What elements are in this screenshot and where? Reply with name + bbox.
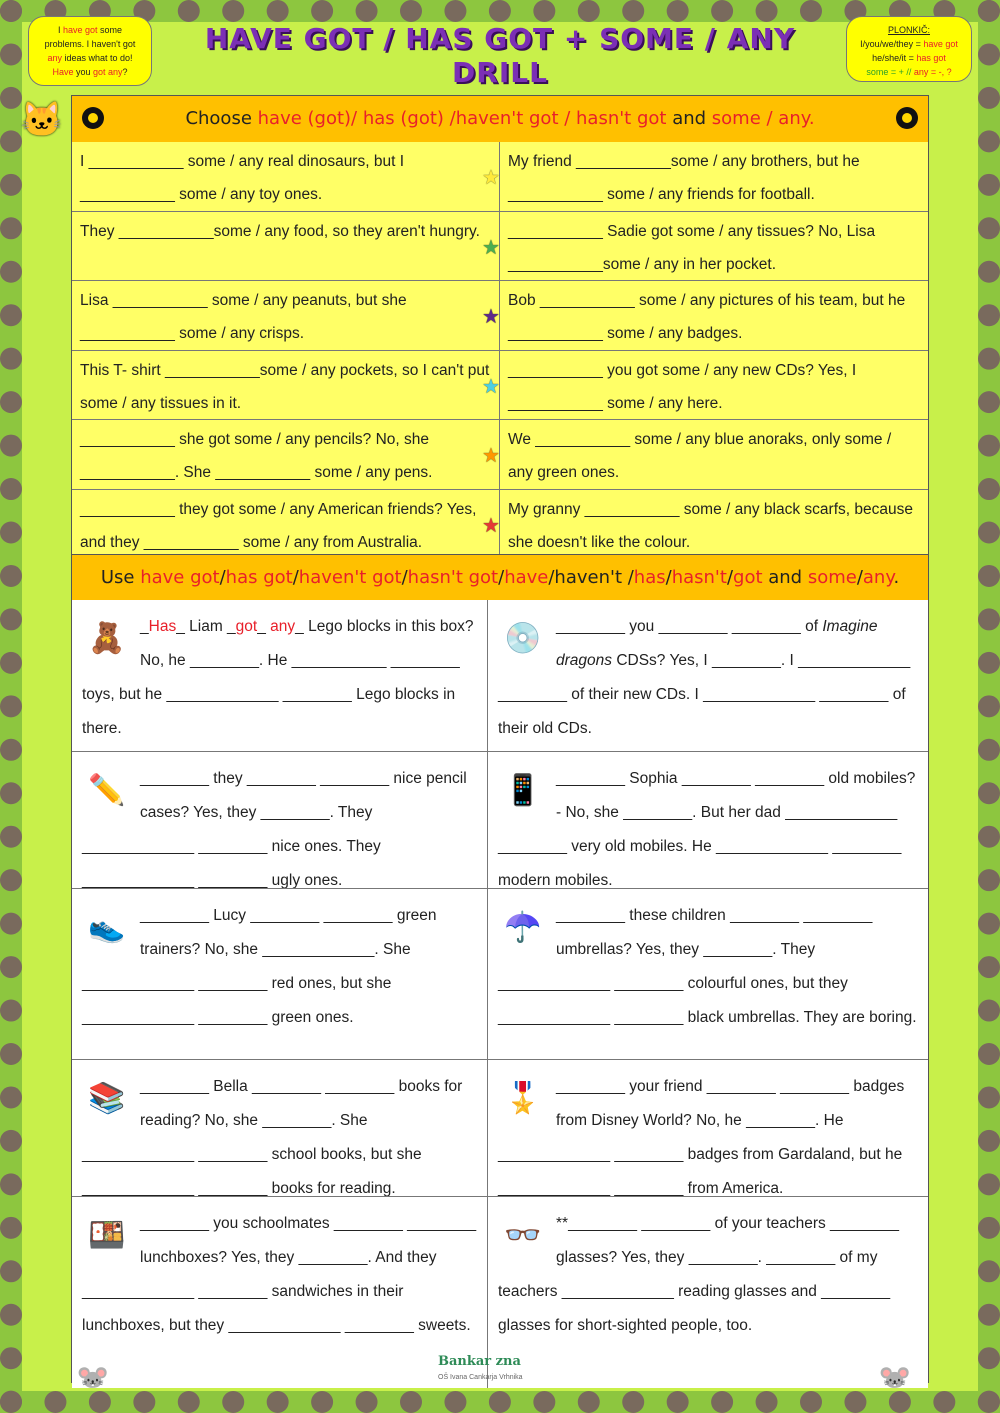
instruction1-part: Choose bbox=[185, 108, 258, 129]
exercise1-right-sentence[interactable]: My friend ___________some / any brothers, but he ___________ some / any friends for football. bbox=[508, 153, 860, 203]
exercise2-text bbox=[82, 618, 474, 737]
toy-box-icon: 🧸 bbox=[88, 622, 126, 655]
star-icon: ★ bbox=[482, 306, 500, 328]
instruction2-part: hasn't bbox=[671, 567, 727, 588]
grammar-note-bubble bbox=[846, 16, 972, 82]
exercise2-row bbox=[72, 889, 928, 1060]
note-line-1: I/you/we/they = have got bbox=[860, 39, 958, 49]
section1-grid bbox=[72, 142, 928, 559]
exercise1-right-sentence[interactable]: Bob ___________ some / any pictures of his team, but he ___________ some / any badges. bbox=[508, 292, 906, 342]
exercise1-left-sentence[interactable]: ___________ they got some / any American friends? Yes, and they ___________ some / any from Australia. bbox=[72, 490, 500, 559]
star-icon: ★ bbox=[482, 445, 500, 467]
mouse-ears-icon-left: 🐭 bbox=[76, 1362, 110, 1392]
exercise1-left-sentence[interactable]: This T- shirt ___________some / any pockets, so I can't put some / any tissues in it. bbox=[72, 351, 500, 420]
exercise2-row bbox=[72, 1060, 928, 1197]
instruction2-part: . bbox=[893, 567, 900, 588]
worksheet-title: HAVE GOT / HAS GOT + SOME / ANY DRILL bbox=[204, 22, 796, 89]
exercise1-left-sentence[interactable]: I ___________ some / any real dinosaurs, but I ___________ some / any toy ones. bbox=[72, 142, 500, 211]
instruction2-part: / bbox=[401, 567, 408, 588]
badge-icon-left bbox=[82, 107, 104, 129]
mouse-ears-icon-right: 🐭 bbox=[878, 1362, 912, 1392]
bubble-text-part: haven't got bbox=[91, 39, 136, 49]
example-part: Has bbox=[148, 618, 177, 635]
example-part: _ bbox=[140, 618, 149, 635]
exercise2-text: **________ ________ of your teachers ________ glasses? Yes, they ________. ________ of my teachers _____________ reading glasses and ________ glasses for short-sighted people, too. bbox=[498, 1215, 900, 1334]
umbrellas-icon: ☂️ bbox=[504, 911, 542, 944]
section2-grid bbox=[72, 600, 928, 1388]
pencil-cases-icon: ✏️ bbox=[88, 774, 126, 807]
trainers-icon: 👟 bbox=[88, 911, 126, 944]
speech-bubble-left bbox=[28, 16, 152, 86]
mobile-phone-icon: 📱 bbox=[504, 774, 542, 807]
cds-icon: 💿 bbox=[504, 622, 542, 655]
star-icon: ★ bbox=[482, 167, 500, 189]
exercise2-right-cell[interactable] bbox=[488, 600, 928, 751]
exercise2-left-cell[interactable] bbox=[72, 889, 488, 1059]
exercise1-left-sentence[interactable]: ___________ she got some / any pencils? No, she ___________. She ___________ some / any pens. bbox=[72, 420, 500, 489]
bubble-text-part: Have bbox=[52, 67, 74, 77]
instruction2-part: and bbox=[762, 567, 808, 588]
exercise1-right-sentence[interactable]: ___________ you got some / any new CDs? Yes, I ___________ some / any here. bbox=[508, 361, 857, 412]
instruction2-part: / bbox=[726, 567, 734, 588]
instruction2-part: / bbox=[292, 567, 299, 588]
exercise1-row bbox=[72, 420, 928, 490]
bubble-text-part: some problems. I bbox=[44, 25, 123, 49]
instruction1-part: have (got)/ has (got) /haven't got / hasn't got bbox=[257, 108, 667, 129]
worksheet bbox=[71, 95, 929, 1383]
lunchbox-icon: 🍱 bbox=[88, 1219, 126, 1252]
note-line-3: some = + // any = -, ? bbox=[866, 67, 952, 77]
glasses-icon: 👓 bbox=[504, 1219, 542, 1252]
note-heading: PLONKIČ: bbox=[887, 25, 930, 35]
bubble-text-part: I bbox=[57, 25, 63, 35]
instruction2-part: / bbox=[219, 567, 226, 588]
exercise2-left-cell[interactable] bbox=[72, 1197, 488, 1388]
exercise2-right-cell[interactable] bbox=[488, 889, 928, 1059]
instruction2-part: / bbox=[665, 567, 672, 588]
exercise2-text: ________ these children ________ ________ umbrellas? Yes, they ________. They _____________ ________ colourful ones, but they _____________ ________ black umbrellas. They are boring. bbox=[498, 907, 917, 1026]
exercise2-row bbox=[72, 600, 928, 752]
instruction2-part: got bbox=[733, 567, 763, 588]
instruction2-part: hasn't got bbox=[407, 567, 499, 588]
badge-icon-right bbox=[896, 107, 918, 129]
section2-instruction bbox=[72, 554, 928, 602]
exercise2-text: ________ Sophia ________ ________ old mobiles? - No, she ________. But her dad _____________ ________ very old mobiles. He _____________ ________ modern mobiles. bbox=[498, 770, 916, 888]
star-icon: ★ bbox=[482, 514, 500, 537]
exercise2-right-cell[interactable] bbox=[488, 752, 928, 888]
instruction1-part: some / any. bbox=[711, 108, 815, 129]
exercise2-text: ________ they ________ ________ nice pencil cases? Yes, they ________. They _____________ ________ nice ones. They _____________ ________ ugly ones. bbox=[82, 770, 467, 888]
example-part: _ bbox=[257, 618, 271, 635]
exercise2-text: ________ your friend ________ ________ badges from Disney World? No, he ________. He _____________ ________ badges from Gardaland, but he _____________ ________ from America. bbox=[498, 1078, 905, 1196]
exercise1-row bbox=[72, 351, 928, 421]
instruction2-part: has got bbox=[225, 567, 293, 588]
badges-icon: 🎖️ bbox=[504, 1082, 542, 1115]
instruction2-part: any bbox=[862, 567, 894, 588]
instruction2-part: have bbox=[504, 567, 549, 588]
cd-question-part: CDSs? Yes, I ________. I _____________ ________ of their new CDs. I _____________ ________ of their old CDs. bbox=[498, 652, 911, 737]
bubble-text-part: any bbox=[47, 53, 62, 63]
instruction2-part: Use bbox=[100, 567, 141, 588]
exercise1-row bbox=[72, 142, 928, 212]
exercise2-left-cell[interactable] bbox=[72, 752, 488, 888]
exercise1-right-sentence[interactable]: We ___________ some / any blue anoraks, only some / any green ones. bbox=[508, 431, 892, 481]
bubble-text-part: got any bbox=[92, 67, 123, 77]
instruction2-part: has bbox=[633, 567, 666, 588]
books-icon: 📚 bbox=[88, 1082, 126, 1115]
instruction2-part: have got bbox=[140, 567, 220, 588]
instruction2-part: / bbox=[856, 567, 863, 588]
note-line-2: he/she/it = has got bbox=[872, 53, 946, 63]
instruction2-part: some bbox=[807, 567, 857, 588]
example-part: _ Lego blocks in this box? No, he ________. He ___________ ________ toys, but he _____________ ________ Lego blocks in there. bbox=[82, 618, 474, 737]
exercise2-text: ________ Bella ________ ________ books for reading? No, she ________. She _____________ ________ school books, but she _____________ ________ books for reading. bbox=[82, 1078, 463, 1196]
example-part: any bbox=[270, 618, 296, 635]
exercise1-left-sentence[interactable]: They ___________some / any food, so they aren't hungry. bbox=[72, 212, 500, 281]
instruction1-part: and bbox=[666, 108, 712, 129]
exercise2-text: ________ you schoolmates ________ ________ lunchboxes? Yes, they ________. And they _____________ ________ sandwiches in their lunchboxes, but they _____________ ________ sweets. bbox=[82, 1215, 477, 1334]
exercise2-text bbox=[498, 618, 910, 737]
cd-question-part: ________ you ________ ________ of bbox=[556, 618, 823, 635]
example-part: _ Liam _ bbox=[176, 618, 236, 635]
exercise1-left-sentence[interactable]: Lisa ___________ some / any peanuts, but she ___________ some / any crisps. bbox=[72, 281, 500, 350]
exercise1-right-sentence[interactable]: My granny ___________ some / any black scarfs, because she doesn't like the colour. bbox=[508, 500, 913, 551]
exercise1-right-sentence[interactable]: ___________ Sadie got some / any tissues? No, Lisa ___________some / any in her pocket. bbox=[508, 222, 876, 273]
cd-question-part: Imagine dragons bbox=[556, 618, 878, 669]
section1-instruction-text bbox=[185, 108, 814, 129]
exercise2-left-cell[interactable] bbox=[72, 600, 488, 751]
instruction2-part: haven't got bbox=[298, 567, 402, 588]
cat-mascot-icon: 🐱 bbox=[20, 101, 64, 139]
school-logo: Bankar zna OŠ Ivana Cankarja Vrhnika bbox=[438, 1354, 523, 1381]
instruction2-part: /haven't / bbox=[548, 567, 634, 588]
exercise2-right-cell[interactable] bbox=[488, 1060, 928, 1196]
section2-instruction-text bbox=[101, 567, 899, 588]
star-icon: ★ bbox=[482, 375, 500, 398]
bubble-text-part: ? bbox=[122, 67, 128, 77]
example-part: got bbox=[235, 618, 258, 635]
exercise1-row bbox=[72, 281, 928, 351]
exercise2-text: ________ Lucy ________ ________ green trainers? No, she _____________. She _____________ ________ red ones, but she _____________ ________ green ones. bbox=[82, 907, 437, 1026]
exercise1-row bbox=[72, 212, 928, 282]
exercise1-row bbox=[72, 490, 928, 560]
star-icon: ★ bbox=[482, 236, 500, 259]
section1-instruction bbox=[72, 96, 928, 143]
bubble-text-part: ideas what to do! bbox=[61, 53, 133, 63]
exercise2-row bbox=[72, 752, 928, 889]
bubble-text-part: have got bbox=[62, 25, 98, 35]
bubble-text-part: you bbox=[73, 67, 93, 77]
exercise2-left-cell[interactable] bbox=[72, 1060, 488, 1196]
instruction2-part: / bbox=[498, 567, 505, 588]
